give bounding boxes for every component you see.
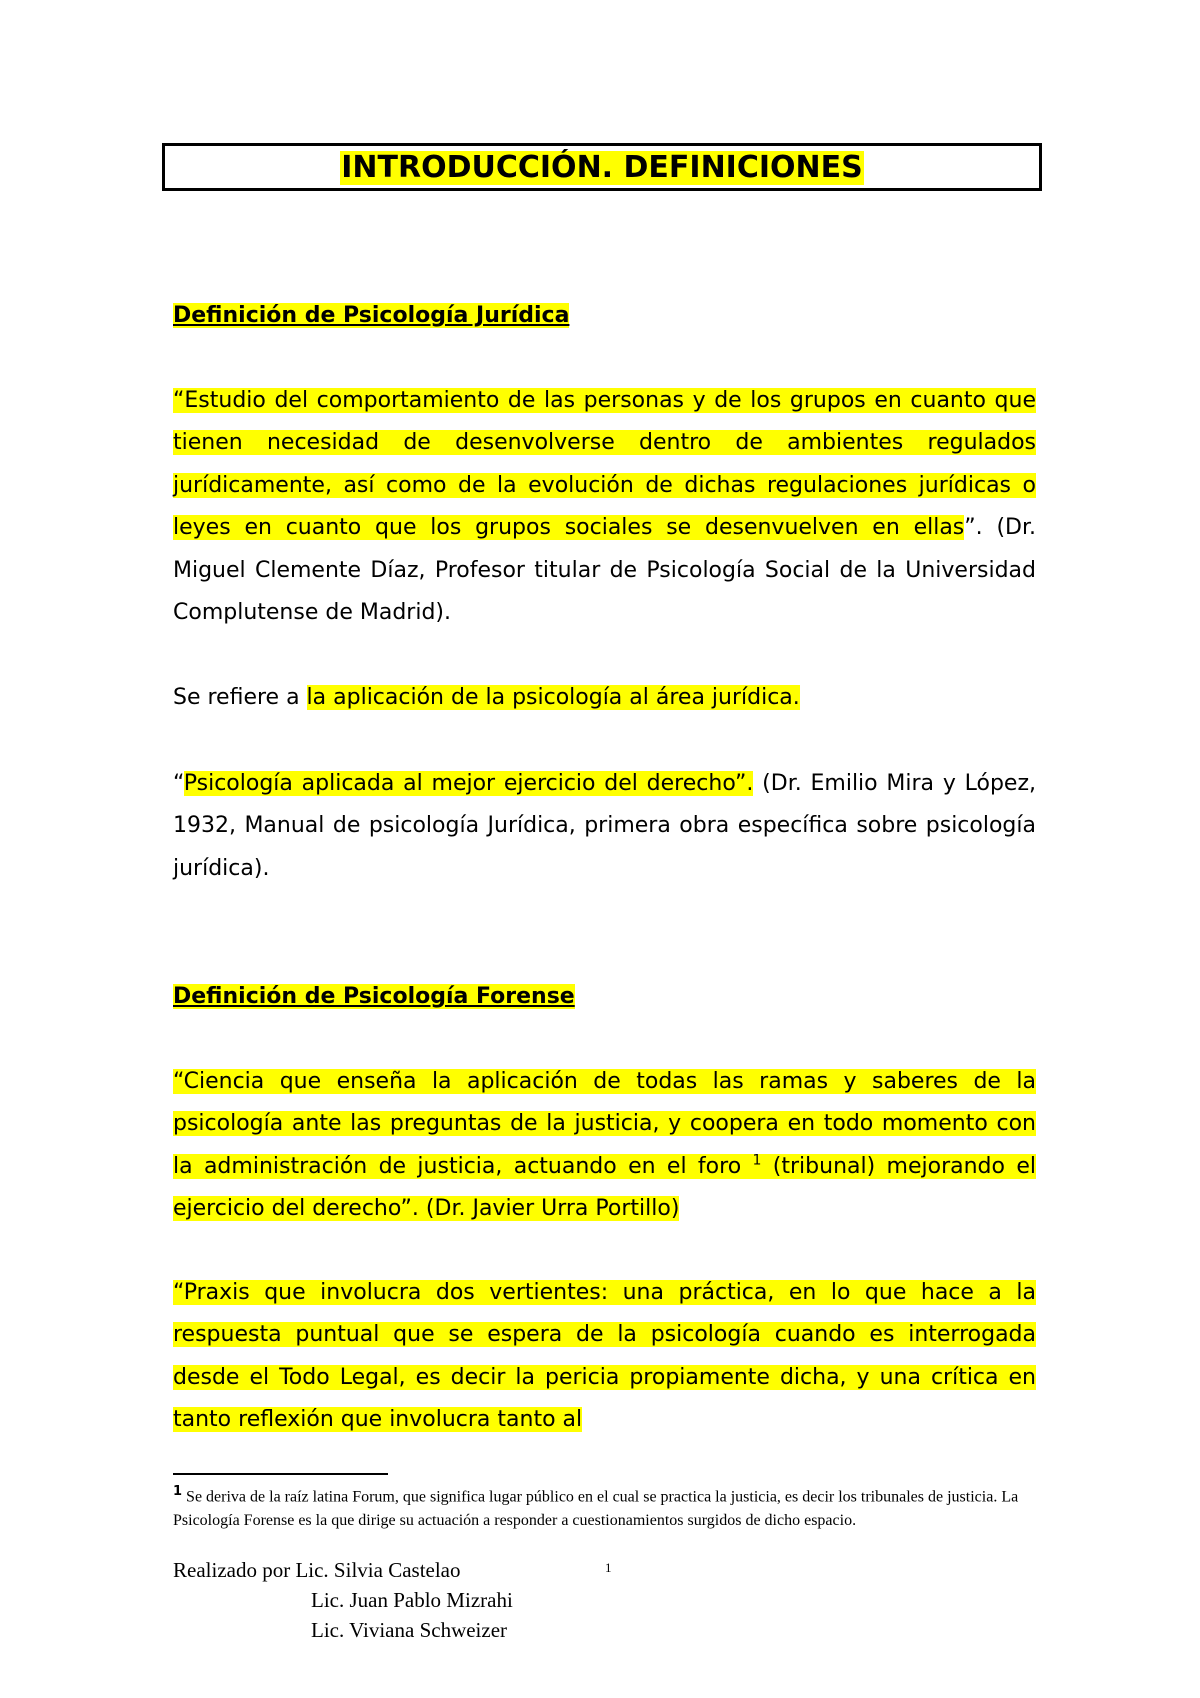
definition-juridica-2 (173, 763, 1036, 890)
page-title: INTRODUCCIÓN. DEFINICIONES (341, 150, 863, 185)
definition-juridica-2-quote: Psicología aplicada al mejor ejercicio del derecho”. (183, 771, 754, 796)
footnote-text: Se deriva de la raíz latina Forum, que significa lugar público en el cual se practica la justicia, es decir los tribunales de justicia. La Psicología Forense es la que dirige su actuación a responder a cuestionamientos surgidos de dicho espacio. (173, 1488, 1019, 1530)
footer-author-3: Lic. Viviana Schweizer (311, 1618, 508, 1642)
section-heading-forense-text: Definición de Psicología Forense (173, 984, 575, 1009)
definition-forense-2-text: “Praxis que involucra dos vertientes: una práctica, en lo que hace a la respuesta puntual que se espera de la psicología cuando es interrogada desde el Todo Legal, es decir la pericia propiamente dicha, y una crítica en tanto reflexión que involucra tanto al (173, 1280, 1036, 1433)
footer-author-2: Lic. Juan Pablo Mizrahi (311, 1588, 513, 1612)
refiere-paragraph (173, 677, 1036, 719)
definition-juridica-1 (173, 380, 1036, 634)
refiere-highlight: la aplicación de la psicología al área jurídica. (306, 685, 800, 710)
definition-juridica-2-open: “ (173, 771, 184, 796)
section-heading-forense (173, 983, 575, 1011)
refiere-prefix: Se refiere a (173, 685, 307, 710)
footnote-reference[interactable]: 1 (752, 1152, 762, 1169)
title-box (162, 143, 1042, 191)
definition-juridica-1-source: ”. (Dr. Miguel Clemente Díaz, Profesor titular de Psicología Social de la Universidad Complutense de Madrid). (173, 515, 1036, 626)
section-heading-juridica (173, 302, 569, 330)
definition-juridica-2-source: (Dr. Emilio Mira y López, 1932, Manual de psicología Jurídica, primera obra específica sobre psicología jurídica). (173, 771, 1036, 881)
section-heading-juridica-text: Definición de Psicología Jurídica (173, 303, 570, 328)
footnote-mark: 1 (173, 1484, 183, 1499)
definition-forense-1 (173, 1061, 1036, 1231)
footer-author-1: Realizado por Lic. Silvia Castelao (173, 1558, 461, 1582)
page-number: 1 (605, 1560, 612, 1575)
definition-forense-2 (173, 1272, 1036, 1442)
page-footer (173, 1555, 513, 1645)
definition-forense-1-b: (tribunal) mejorando el ejercicio del derecho”. (Dr. Javier Urra Portillo) (173, 1153, 1036, 1222)
definition-juridica-1-quote: “Estudio del comportamiento de las personas y de los grupos en cuanto que tienen necesidad de desenvolverse dentro de ambientes regulados jurídicamente, así como de la evolución de dichas regulaciones jurídicas o leyes en cuanto que los grupos sociales se desenvuelven en ellas (173, 388, 1036, 541)
footnote (173, 1480, 1036, 1533)
footnote-separator (173, 1473, 388, 1475)
definition-forense-1-a: “Ciencia que enseña la aplicación de todas las ramas y saberes de la psicología ante las preguntas de la justicia, y coopera en todo momento con la administración de justicia, actuando en el foro (173, 1069, 1036, 1179)
